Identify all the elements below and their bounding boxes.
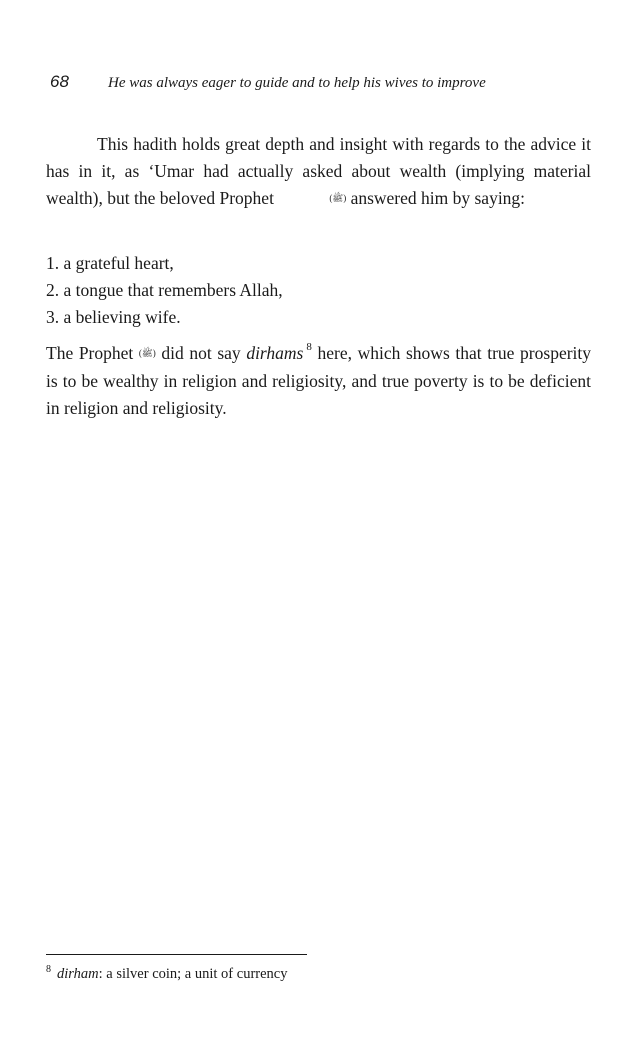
- footnote-reference[interactable]: 8: [306, 341, 312, 354]
- paragraph-text-part: here, which shows that true prosperity is to be wealthy in religion and religiosity, and true poverty is to be deficient in religion and religiosity.: [46, 343, 592, 419]
- list-item: 1. a grateful heart,: [46, 253, 174, 273]
- paragraph-hadith-insight: [46, 131, 591, 213]
- footnote-definition: : a silver coin; a unit of currency: [98, 966, 288, 982]
- running-title: He was always eager to guide and to help his wives to improve: [108, 75, 486, 91]
- paragraph-text-part: The Prophet: [46, 343, 134, 363]
- paragraph-prosperity: [46, 340, 591, 422]
- footnote-divider: [46, 954, 307, 955]
- footnote-marker: 8: [46, 964, 51, 976]
- footnote-term: dirham: [57, 966, 99, 982]
- page-number: 68: [50, 72, 69, 91]
- term-dirhams: dirhams: [246, 343, 304, 363]
- running-header: [50, 72, 590, 93]
- honorific-symbol: (ﷺ): [329, 193, 347, 204]
- honorific-symbol: (ﷺ): [138, 348, 156, 359]
- numbered-list: [46, 250, 591, 331]
- paragraph-text-part: answered him by saying:: [350, 188, 526, 208]
- paragraph-text-part: did not say: [161, 343, 241, 363]
- list-item: 3. a believing wife.: [46, 307, 181, 327]
- paragraph-text: [46, 340, 591, 422]
- paragraph-text-part: This hadith holds great depth and insight with regards to the advice it has in it, as ‘Umar had actually asked about wealth (implying material wealth), but the beloved Prophet: [46, 134, 591, 208]
- list-item: 2. a tongue that remembers Allah,: [46, 280, 283, 300]
- paragraph-text: [46, 131, 591, 213]
- footnote: [46, 964, 591, 984]
